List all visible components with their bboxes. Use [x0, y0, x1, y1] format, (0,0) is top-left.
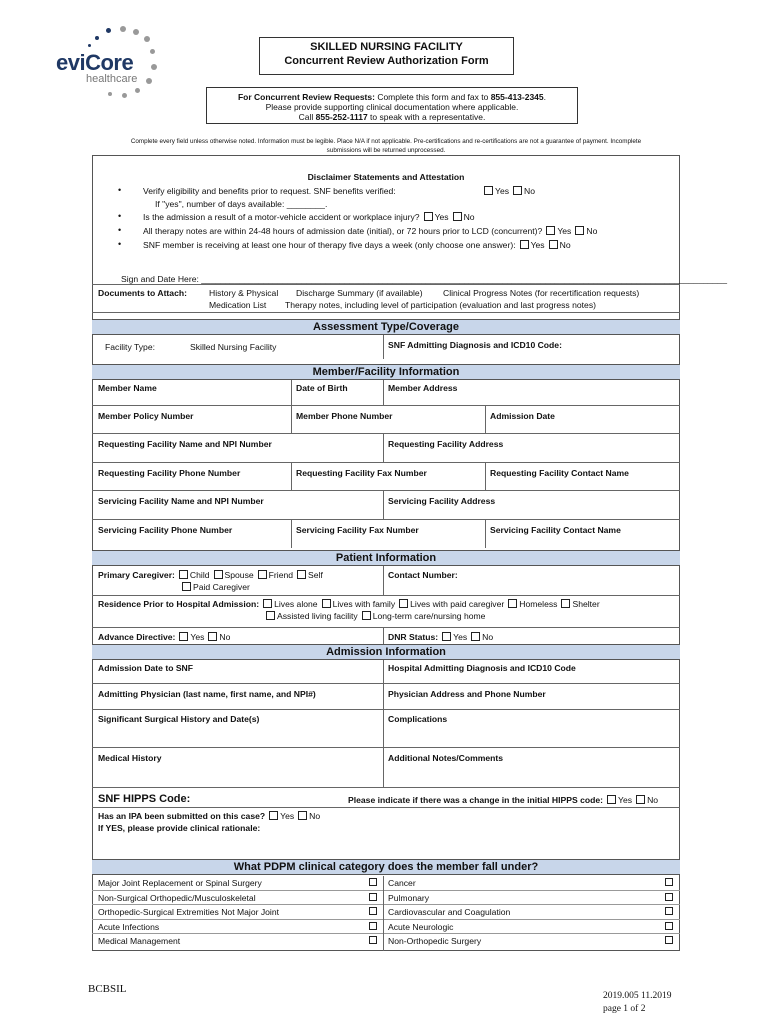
ltc-checkbox[interactable]: [362, 611, 371, 620]
doc-therapy: Therapy notes, including level of participation (evaluation and last progress notes): [285, 300, 596, 310]
ltc-label: Long-term care/nursing home: [372, 611, 486, 621]
ipa-label: Has an IPA been submitted on this case?: [98, 811, 266, 821]
divider: [92, 405, 680, 406]
title-line2: Concurrent Review Authorization Form: [284, 55, 489, 67]
title-line1: SKILLED NURSING FACILITY: [310, 41, 463, 53]
divider: [92, 462, 680, 463]
paid-caregiver-row: [178, 582, 250, 592]
hosp-dx[interactable]: Hospital Admitting Diagnosis and ICD10 Code: [388, 663, 576, 673]
docs-label: Documents to Attach:: [98, 288, 187, 298]
b1-no-checkbox[interactable]: [513, 186, 522, 195]
divider: [92, 433, 680, 434]
child-label: Child: [189, 570, 210, 580]
phone-number: 855-252-1117: [315, 112, 368, 122]
admission-date-snf[interactable]: Admission Date to SNF: [98, 663, 194, 673]
sign-line[interactable]: Sign and Date Here: ______________________________________________________________________________________________________________: [121, 274, 727, 284]
disclaimer-b2: [143, 212, 475, 222]
pdpm-checkbox[interactable]: [369, 936, 377, 944]
pdpm-right-label: Acute Neurologic: [388, 921, 454, 932]
pdpm-left-label: Acute Infections: [98, 921, 160, 932]
logo-dot: [146, 78, 152, 84]
col-divider: [383, 335, 384, 359]
caregiver-row: [98, 570, 323, 580]
pdpm-row: [92, 934, 383, 949]
shelter-checkbox[interactable]: [561, 599, 570, 608]
pdpm-checkbox[interactable]: [369, 922, 377, 930]
logo-dot: [133, 29, 139, 35]
hipps-label: SNF HIPPS Code:: [98, 793, 191, 805]
yes-label: Yes: [453, 632, 468, 642]
logo-brand: eviCore: [56, 50, 134, 75]
divider: [92, 312, 680, 313]
family-checkbox[interactable]: [322, 599, 331, 608]
pdpm-row: [92, 920, 383, 935]
phys-address[interactable]: Physician Address and Phone Number: [388, 689, 546, 699]
req-phone[interactable]: Requesting Facility Phone Number: [98, 468, 241, 478]
notice-line2: submissions will be returned unprocessed.: [326, 147, 446, 154]
divider: [92, 787, 680, 788]
logo-dot: [108, 92, 112, 96]
advance-label: Advance Directive:: [98, 632, 176, 642]
doc-medication: Medication List: [209, 300, 267, 310]
pdpm-right-label: Non-Orthopedic Surgery: [388, 936, 482, 947]
no-label: No: [586, 226, 598, 236]
disclaimer-heading: Disclaimer Statements and Attestation: [307, 172, 465, 182]
paid-caregiver-checkbox[interactable]: [182, 582, 191, 591]
divider: [92, 284, 680, 285]
logo-sub: healthcare: [86, 73, 138, 85]
alone-checkbox[interactable]: [263, 599, 272, 608]
advance-row: [98, 632, 230, 642]
facility-type-value: Skilled Nursing Facility: [190, 342, 277, 352]
col-divider: [383, 627, 384, 644]
pdpm-row: [92, 891, 383, 906]
bullet: •: [118, 185, 122, 195]
homeless-checkbox[interactable]: [508, 599, 517, 608]
dob[interactable]: Date of Birth: [296, 383, 348, 393]
divider: [92, 519, 680, 520]
disclaimer-b4: [143, 240, 571, 250]
logo-dot: [122, 93, 127, 98]
divider: [92, 683, 680, 684]
footer-left: BCBSIL: [88, 983, 127, 995]
advance-yes-checkbox[interactable]: [179, 632, 188, 641]
col-divider: [485, 405, 486, 433]
divider: [92, 627, 680, 628]
residence-row2: [262, 611, 485, 621]
advance-no-checkbox[interactable]: [208, 632, 217, 641]
col-divider: [383, 566, 384, 595]
b2-yes-checkbox[interactable]: [424, 212, 433, 221]
no-label: No: [559, 240, 571, 250]
col-divider: [291, 405, 292, 433]
logo-dot: [150, 49, 155, 54]
spouse-label: Spouse: [224, 570, 254, 580]
friend-label: Friend: [268, 570, 294, 580]
pdpm-checkbox[interactable]: [665, 893, 673, 901]
surgical-history[interactable]: Significant Surgical History and Date(s): [98, 714, 260, 724]
notice-line1: Complete every field unless otherwise noted. Information must be legible. Place N/A if not applicable. Pre-certifications and re-certifications are not a guarantee of payment. Incomplete: [130, 138, 642, 145]
pdpm-right-label: Cancer: [388, 878, 416, 888]
dnr-label: DNR Status:: [388, 632, 439, 642]
member-address[interactable]: Member Address: [388, 383, 458, 393]
col-divider: [485, 519, 486, 548]
divider: [92, 747, 680, 748]
child-checkbox[interactable]: [179, 570, 188, 579]
assisted-checkbox[interactable]: [266, 611, 275, 620]
yes-label: Yes: [618, 795, 633, 805]
b4-no-checkbox[interactable]: [549, 240, 558, 249]
pdpm-right-label: Cardiovascular and Coagulation: [388, 907, 511, 918]
no-label: No: [524, 186, 536, 196]
instruction-box: [206, 87, 578, 124]
footer-version: 2019.005 11.2019: [603, 991, 672, 1001]
col-divider: [383, 660, 384, 787]
yes-label: Yes: [557, 226, 572, 236]
no-label: No: [482, 632, 494, 642]
pdpm-row: [92, 905, 383, 920]
snf-dx[interactable]: SNF Admitting Diagnosis and ICD10 Code:: [388, 340, 562, 350]
hipps-change-label: Please indicate if there was a change in the initial HIPPS code:: [348, 795, 604, 805]
b2-text: Is the admission a result of a motor-vehicle accident or workplace injury?: [143, 212, 420, 222]
srv-fax[interactable]: Servicing Facility Fax Number: [296, 525, 419, 535]
pdpm-checkbox[interactable]: [665, 878, 673, 886]
srv-name[interactable]: Servicing Facility Name and NPI Number: [98, 496, 264, 506]
divider: [92, 595, 680, 596]
pdpm-right: [384, 876, 680, 949]
facility-type-label: Facility Type:: [105, 342, 155, 352]
ipa-no-checkbox[interactable]: [298, 811, 307, 820]
col-divider: [383, 433, 384, 462]
no-label: No: [219, 632, 231, 642]
complications[interactable]: Complications: [388, 714, 448, 724]
dnr-yes-checkbox[interactable]: [442, 632, 451, 641]
pdpm-row: [92, 876, 383, 891]
instruction-end: .: [543, 92, 547, 102]
srv-phone[interactable]: Servicing Facility Phone Number: [98, 525, 233, 535]
b3-yes-checkbox[interactable]: [546, 226, 555, 235]
req-fax[interactable]: Requesting Facility Fax Number: [296, 468, 427, 478]
doc-discharge: Discharge Summary (if available): [296, 288, 423, 298]
logo-dot: [144, 36, 150, 42]
b1-yes-checkbox[interactable]: [484, 186, 493, 195]
pdpm-right-label: Pulmonary: [388, 892, 430, 903]
b3-text: All therapy notes are within 24-48 hours of admission date (initial), or 72 hours prior to LCD (concurrent)?: [143, 226, 543, 236]
no-label: No: [647, 795, 659, 805]
divider: [92, 807, 680, 808]
pdpm-left-label: Non-Surgical Orthopedic/Musculoskeletal: [98, 892, 256, 903]
disclaimer-b1: Verify eligibility and benefits prior to request. SNF benefits verified:: [143, 186, 396, 196]
paid-caregiver-label: Paid Caregiver: [193, 582, 250, 592]
col-divider: [291, 462, 292, 490]
hipps-change-row: [348, 795, 658, 805]
b1-options: [480, 186, 535, 196]
pdpm-checkbox[interactable]: [369, 893, 377, 901]
logo-dot: [151, 64, 157, 70]
pdpm-left-label: Medical Management: [98, 936, 181, 947]
yes-label: Yes: [190, 632, 205, 642]
member-phone[interactable]: Member Phone Number: [296, 411, 393, 421]
paid-label: Lives with paid caregiver: [410, 599, 505, 609]
fax-number: 855-413-2345: [490, 92, 544, 102]
patient-heading: Patient Information: [92, 550, 680, 566]
residence-label: Residence Prior to Hospital Admission:: [98, 599, 260, 609]
pdpm-row: [384, 934, 680, 949]
col-divider: [485, 462, 486, 490]
divider: [92, 490, 680, 491]
member-policy[interactable]: Member Policy Number: [98, 411, 194, 421]
pdpm-row: [384, 905, 680, 920]
ipa-yes-checkbox[interactable]: [269, 811, 278, 820]
no-label: No: [463, 212, 475, 222]
req-name[interactable]: Requesting Facility Name and NPI Number: [98, 439, 272, 449]
col-divider: [383, 490, 384, 519]
ipa-rationale[interactable]: If YES, please provide clinical rationale:: [98, 823, 261, 833]
hipps-no-checkbox[interactable]: [636, 795, 645, 804]
col-divider: [383, 380, 384, 405]
logo-dot: [88, 44, 91, 47]
doc-progress: Clinical Progress Notes (for recertification requests): [443, 288, 640, 298]
b2-no-checkbox[interactable]: [453, 212, 462, 221]
pdpm-row: [384, 876, 680, 891]
assessment-heading: Assessment Type/Coverage: [92, 319, 680, 335]
contact-number[interactable]: Contact Number:: [388, 570, 458, 580]
pdpm-row: [384, 891, 680, 906]
call-post: to speak with a representative.: [367, 112, 486, 122]
b3-no-checkbox[interactable]: [575, 226, 584, 235]
pdpm-checkbox[interactable]: [369, 878, 377, 886]
logo-dot: [120, 26, 126, 32]
paid-checkbox[interactable]: [399, 599, 408, 608]
ipa-row: [98, 811, 320, 821]
yes-label: Yes: [495, 186, 510, 196]
pdpm-checkbox[interactable]: [665, 922, 673, 930]
req-address[interactable]: Requesting Facility Address: [388, 439, 504, 449]
logo: [40, 24, 170, 104]
col-divider: [291, 519, 292, 548]
pdpm-checkbox[interactable]: [665, 907, 673, 915]
physician[interactable]: Admitting Physician (last name, first name, and NPI#): [98, 689, 316, 699]
friend-checkbox[interactable]: [258, 570, 267, 579]
instruction-text: Complete this form and fax to: [374, 92, 491, 102]
self-checkbox[interactable]: [297, 570, 306, 579]
logo-dot: [135, 88, 140, 93]
col-divider: [291, 380, 292, 405]
member-heading: Member/Facility Information: [92, 364, 680, 380]
pdpm-checkbox[interactable]: [665, 936, 673, 944]
req-contact[interactable]: Requesting Facility Contact Name: [490, 468, 629, 478]
pdpm-left-label: Orthopedic-Surgical Extremities Not Major Joint: [98, 907, 280, 918]
logo-dot: [95, 36, 99, 40]
bullet: •: [118, 211, 122, 221]
pdpm-row: [384, 920, 680, 935]
divider: [92, 709, 680, 710]
logo-dot: [106, 28, 111, 33]
assisted-label: Assisted living facility: [277, 611, 358, 621]
dnr-no-checkbox[interactable]: [471, 632, 480, 641]
pdpm-checkbox[interactable]: [369, 907, 377, 915]
self-label: Self: [308, 570, 323, 580]
pdpm-left-label: Major Joint Replacement or Spinal Surgery: [98, 878, 262, 888]
additional-notes[interactable]: Additional Notes/Comments: [388, 753, 504, 763]
member-name[interactable]: Member Name: [98, 383, 157, 393]
medical-history[interactable]: Medical History: [98, 753, 162, 763]
caregiver-label: Primary Caregiver:: [98, 570, 175, 580]
yes-label: Yes: [434, 212, 449, 222]
pdpm-left: [92, 876, 383, 949]
family-label: Lives with family: [332, 599, 396, 609]
bullet: •: [118, 225, 122, 235]
b4-text: SNF member is receiving at least one hour of therapy five days a week (only choose one answer):: [143, 240, 516, 250]
notice: [92, 137, 680, 155]
b4-yes-checkbox[interactable]: [520, 240, 529, 249]
shelter-label: Shelter: [572, 599, 600, 609]
disclaimer-b3: [143, 226, 597, 236]
admission-date[interactable]: Admission Date: [490, 411, 555, 421]
srv-address[interactable]: Servicing Facility Address: [388, 496, 496, 506]
no-label: No: [309, 811, 321, 821]
instruction-line2: Please provide supporting clinical documentation where applicable.: [265, 102, 519, 112]
disclaimer-b1-sub: If "yes", number of days available: ________.: [155, 199, 328, 209]
footer-page: page 1 of 2: [603, 1004, 646, 1014]
yes-label: Yes: [530, 240, 545, 250]
admission-heading: Admission Information: [92, 644, 680, 660]
srv-contact[interactable]: Servicing Facility Contact Name: [490, 525, 621, 535]
hipps-yes-checkbox[interactable]: [607, 795, 616, 804]
doc-history: History & Physical: [209, 288, 279, 298]
bullet: •: [118, 239, 122, 249]
dnr-row: [388, 632, 493, 642]
homeless-label: Homeless: [519, 599, 558, 609]
instruction-bold: For Concurrent Review Requests:: [237, 92, 375, 102]
yes-label: Yes: [280, 811, 295, 821]
residence-row: [98, 599, 600, 609]
pdpm-heading: What PDPM clinical category does the member fall under?: [92, 859, 680, 875]
call-pre: Call: [298, 112, 316, 122]
alone-label: Lives alone: [274, 599, 318, 609]
title-box: [259, 37, 514, 75]
spouse-checkbox[interactable]: [214, 570, 223, 579]
